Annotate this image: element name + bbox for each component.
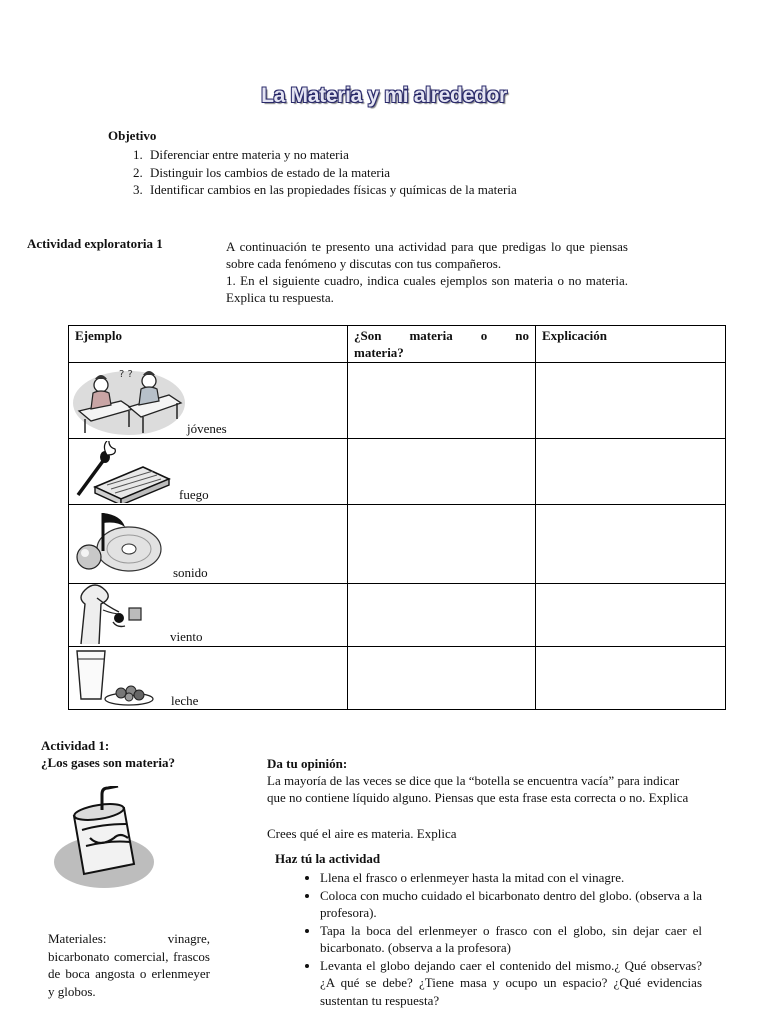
- match-box-icon: [75, 441, 175, 503]
- example-cell: [69, 647, 348, 710]
- do-activity-steps: [274, 869, 702, 1009]
- objective-item: 3. Identificar cambios en las propiedades físicas y químicas de la materia: [146, 181, 706, 199]
- table-row: [69, 584, 726, 647]
- step-item: • Tapa la boca del erlenmeyer o frasco con el globo, sin dejar caer el bicarbonato. (observa a la profesora): [320, 922, 702, 957]
- example-label: viento: [170, 629, 203, 644]
- answer-cell[interactable]: [348, 505, 536, 584]
- explanation-cell[interactable]: [536, 647, 726, 710]
- soda-can-straw-icon: [52, 786, 156, 890]
- opinion-heading: Da tu opinión:: [267, 756, 348, 771]
- table-row: [69, 439, 726, 505]
- opinion-text-2: Crees qué el aire es materia. Explica: [267, 826, 457, 841]
- do-activity-heading: Haz tú la actividad: [275, 851, 381, 866]
- exploratory-paragraph-1: A continuación te presento una actividad para que predigas lo que piensas sobre cada fenómeno y discutas con tus compañeros.: [226, 239, 628, 271]
- activity1-materials: Materiales: vinagre, bicarbonato comercial, frascos de boca angosta o erlenmeyer y globos.: [48, 931, 210, 999]
- wind-tree-icon: [73, 584, 149, 646]
- header-ejemplo: Ejemplo: [69, 326, 348, 363]
- table-row: [69, 363, 726, 439]
- activity1-heading: Actividad 1:: [41, 738, 110, 753]
- explanation-cell[interactable]: [536, 584, 726, 647]
- answer-cell[interactable]: [348, 439, 536, 505]
- page-title: La Materia y mi alrededor: [261, 84, 507, 107]
- explanation-cell[interactable]: [536, 439, 726, 505]
- exploratory-paragraph-2: 1. En el siguiente cuadro, indica cuales ejemplos son materia o no materia. Explica tu respuesta.: [226, 273, 628, 305]
- header-materia: ¿Son materia o no materia?: [348, 326, 536, 363]
- table-row: [69, 505, 726, 584]
- objective-heading: Objetivo: [108, 128, 157, 143]
- example-cell: [69, 363, 348, 439]
- explanation-cell[interactable]: [536, 363, 726, 439]
- objective-list: [126, 146, 706, 199]
- answer-cell[interactable]: [348, 647, 536, 710]
- activity1-question: ¿Los gases son materia?: [41, 755, 175, 770]
- example-label: fuego: [179, 487, 209, 502]
- table-row: [69, 647, 726, 710]
- opinion-text-1: La mayoría de las veces se dice que la “botella se encuentra vacía” para indicar que no contiene líquido alguno. Piensas que esta frase esta correcta o no. Explica: [267, 773, 689, 805]
- students-desk-icon: [71, 365, 187, 437]
- step-item: • Levanta el globo dejando caer el contenido del mismo.¿ Qué observas? ¿A qué se debe? ¿Tiene masa y ocupo un espacio? ¿Qué evidencias sustentan tu respuesta?: [320, 957, 702, 1010]
- milk-glass-cookies-icon: [73, 647, 155, 709]
- objective-item: 1. Diferenciar entre materia y no materia: [146, 146, 706, 164]
- step-item: • Llena el frasco o erlenmeyer hasta la mitad con el vinagre.: [320, 869, 702, 887]
- example-label: jóvenes: [187, 421, 227, 436]
- exploratory-heading: Actividad exploratoria 1: [27, 236, 163, 251]
- objective-item: 2. Distinguir los cambios de estado de la materia: [146, 164, 706, 182]
- step-item: • Coloca con mucho cuidado el bicarbonato dentro del globo. (observa a la profesora).: [320, 887, 702, 922]
- svg-text:? ?: ? ?: [119, 369, 133, 380]
- music-note-cd-icon: [73, 507, 165, 581]
- matter-table: [68, 325, 726, 710]
- explanation-cell[interactable]: [536, 505, 726, 584]
- example-cell: [69, 439, 348, 505]
- table-header-row: [69, 326, 726, 363]
- header-explicacion: Explicación: [536, 326, 726, 363]
- example-label: leche: [171, 693, 199, 708]
- example-cell: [69, 584, 348, 647]
- answer-cell[interactable]: [348, 363, 536, 439]
- example-label: sonido: [173, 565, 208, 580]
- example-cell: [69, 505, 348, 584]
- answer-cell[interactable]: [348, 584, 536, 647]
